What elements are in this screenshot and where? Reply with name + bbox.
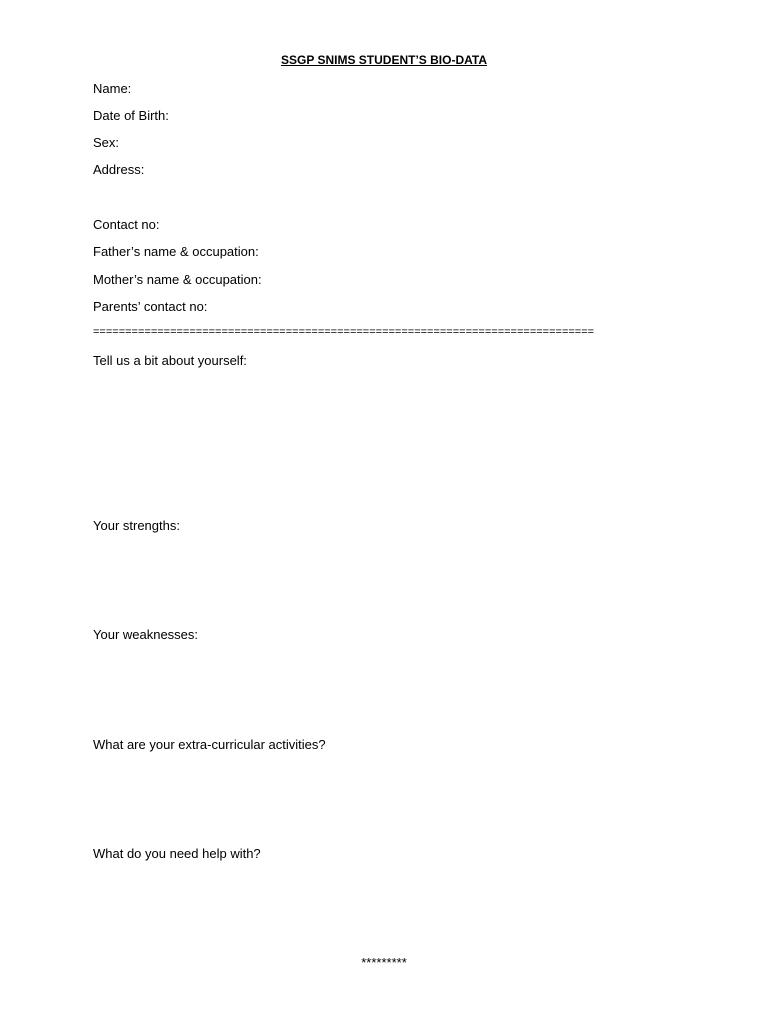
question-extra-curricular: What are your extra-curricular activities? xyxy=(93,737,326,752)
document-title: SSGP SNIMS STUDENT’S BIO-DATA xyxy=(280,53,487,67)
field-mother-label: Mother’s name & occupation: xyxy=(93,272,262,287)
question-help: What do you need help with? xyxy=(93,846,261,861)
field-father-label: Father’s name & occupation: xyxy=(93,244,259,259)
end-marker: ********* xyxy=(361,955,407,970)
field-name-label: Name: xyxy=(93,81,132,96)
field-sex-label: Sex: xyxy=(93,135,120,150)
question-about-yourself: Tell us a bit about yourself: xyxy=(93,353,247,368)
field-dob-label: Date of Birth: xyxy=(93,108,169,123)
separator-line: ============================================================================== xyxy=(93,326,595,338)
question-strengths: Your strengths: xyxy=(93,518,180,533)
field-address-label: Address: xyxy=(93,162,145,177)
question-weaknesses: Your weaknesses: xyxy=(93,627,199,642)
field-parents-contact-label: Parents’ contact no: xyxy=(93,299,208,314)
field-contact-label: Contact no: xyxy=(93,217,160,232)
